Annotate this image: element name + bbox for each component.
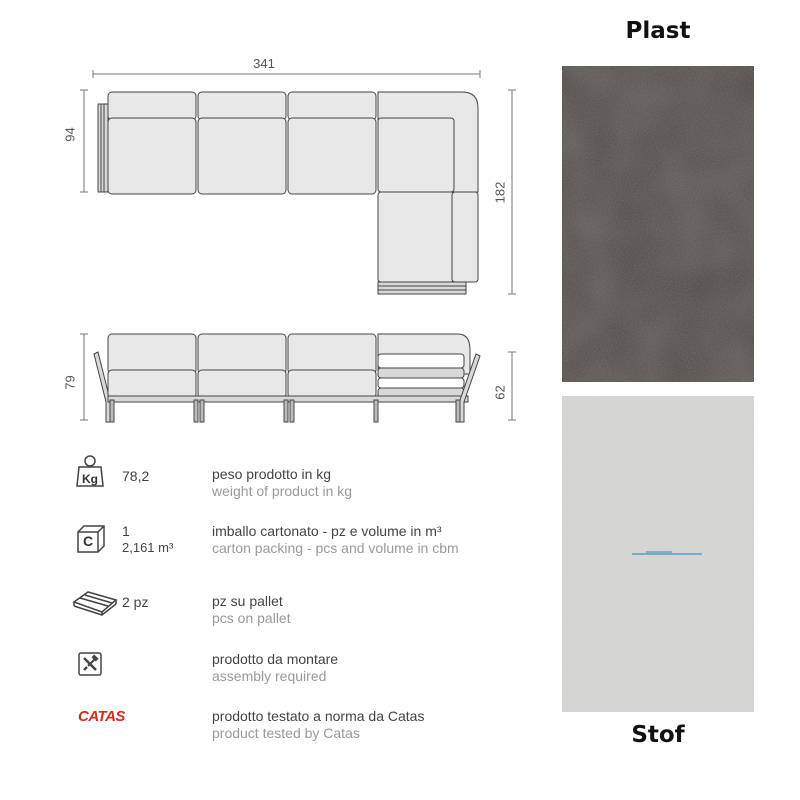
plast-swatch <box>562 66 754 382</box>
catas-label-it: prodotto testato a norma da Catas <box>212 708 425 724</box>
carton-volume-value: 2,161 m³ <box>122 540 174 555</box>
width-dimension: 341 <box>253 56 275 71</box>
chaise-depth-dimension: 182 <box>492 181 508 204</box>
weight-label-it: peso prodotto in kg <box>212 466 332 482</box>
carton-icon-label: C <box>82 533 94 549</box>
pallet-label-en: pcs on pallet <box>212 610 291 626</box>
catas-logo: CATAS <box>78 708 125 725</box>
weight-description <box>212 466 352 499</box>
pallet-label-it: pz su pallet <box>212 593 283 609</box>
carton-label-it: imballo cartonato - pz e volume in m³ <box>212 523 442 539</box>
carton-description <box>212 523 459 556</box>
stof-title: Stof <box>631 722 685 748</box>
stof-swatch <box>562 396 754 712</box>
pallet-value: 2 pz <box>122 594 149 610</box>
plast-title: Plast <box>625 18 691 44</box>
carton-label-en: carton packing - pcs and volume in cbm <box>212 540 459 556</box>
carton-pieces-value: 1 <box>122 523 130 539</box>
catas-label-en: product tested by Catas <box>212 725 360 741</box>
pallet-description <box>212 593 291 626</box>
pallet-icon <box>72 590 118 616</box>
weight-icon-label: Kg <box>82 472 98 486</box>
front-view-drawing <box>0 320 540 430</box>
assembly-label-it: prodotto da montare <box>212 651 339 667</box>
catas-description <box>212 708 424 741</box>
weight-label-en: weight of product in kg <box>212 483 353 499</box>
assembly-description <box>212 651 338 684</box>
assembly-label-en: assembly required <box>212 668 327 684</box>
depth-dimension: 94 <box>62 127 78 142</box>
weight-value: 78,2 <box>122 468 150 484</box>
top-view-drawing <box>0 0 540 300</box>
height-dimension: 79 <box>62 375 78 390</box>
seat-height-dimension: 62 <box>492 385 508 400</box>
tools-icon <box>78 652 102 676</box>
